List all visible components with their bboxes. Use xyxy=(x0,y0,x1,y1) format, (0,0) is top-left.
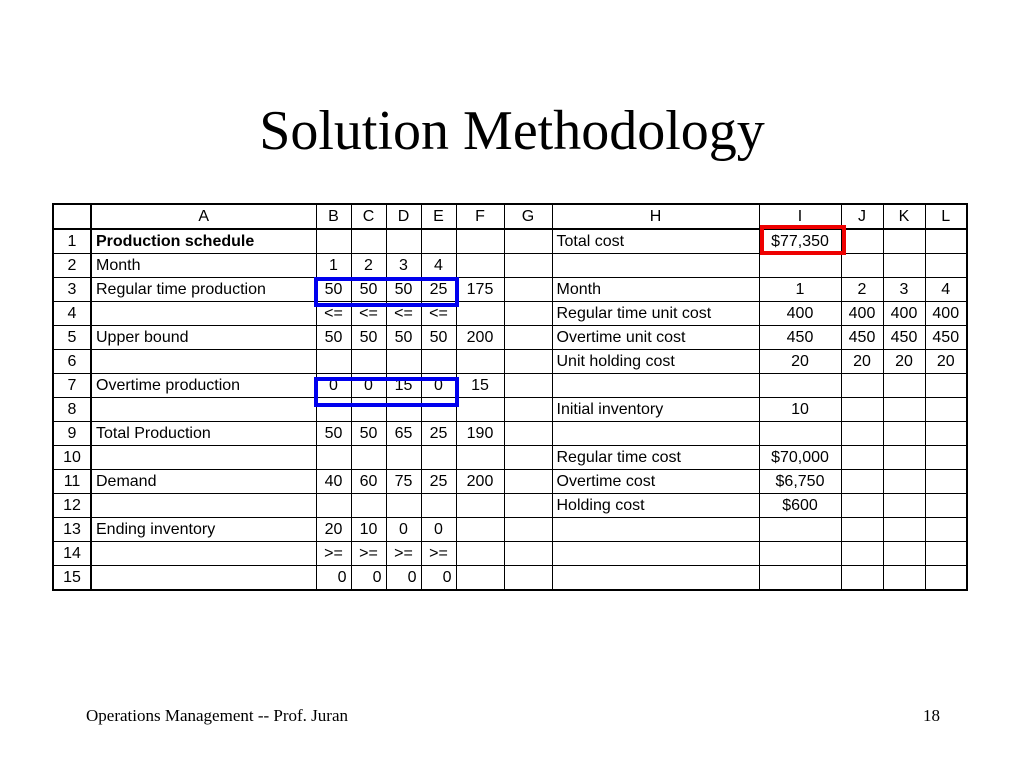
corner-cell xyxy=(53,204,91,229)
column-header-c: C xyxy=(351,204,386,229)
cell-k15[interactable] xyxy=(883,566,925,591)
column-header-l: L xyxy=(925,204,967,229)
spreadsheet-table xyxy=(52,203,968,591)
cell-g6[interactable] xyxy=(504,350,552,374)
cell-a15[interactable] xyxy=(91,566,316,591)
cell-k5[interactable]: 450 xyxy=(883,326,925,350)
sheet-row xyxy=(53,518,967,542)
cell-b4[interactable]: <= xyxy=(316,302,351,326)
cell-d3[interactable]: 50 xyxy=(386,278,421,302)
cell-f13[interactable] xyxy=(456,518,504,542)
cell-i6[interactable]: 20 xyxy=(759,350,841,374)
cell-b13[interactable]: 20 xyxy=(316,518,351,542)
cell-k11[interactable] xyxy=(883,470,925,494)
cell-h4[interactable]: Regular time unit cost xyxy=(552,302,759,326)
cell-f4[interactable] xyxy=(456,302,504,326)
cell-i14[interactable] xyxy=(759,542,841,566)
cell-d7[interactable]: 15 xyxy=(386,374,421,398)
cell-h8[interactable]: Initial inventory xyxy=(552,398,759,422)
cell-l15[interactable] xyxy=(925,566,967,591)
cell-k12[interactable] xyxy=(883,494,925,518)
cell-g5[interactable] xyxy=(504,326,552,350)
cell-f1[interactable] xyxy=(456,229,504,254)
row-number: 8 xyxy=(53,398,91,422)
cell-d12[interactable] xyxy=(386,494,421,518)
cell-g4[interactable] xyxy=(504,302,552,326)
cell-f2[interactable] xyxy=(456,254,504,278)
cell-k13[interactable] xyxy=(883,518,925,542)
cell-j8[interactable] xyxy=(841,398,883,422)
sheet-row xyxy=(53,422,967,446)
column-header-f: F xyxy=(456,204,504,229)
row-number: 4 xyxy=(53,302,91,326)
cell-g8[interactable] xyxy=(504,398,552,422)
cell-c5[interactable]: 50 xyxy=(351,326,386,350)
row-number: 12 xyxy=(53,494,91,518)
cell-l1[interactable] xyxy=(925,229,967,254)
cell-a4[interactable] xyxy=(91,302,316,326)
cell-c12[interactable] xyxy=(351,494,386,518)
cell-e10[interactable] xyxy=(421,446,456,470)
cell-j14[interactable] xyxy=(841,542,883,566)
cell-k7[interactable] xyxy=(883,374,925,398)
cell-h3[interactable]: Month xyxy=(552,278,759,302)
cell-b2[interactable]: 1 xyxy=(316,254,351,278)
cell-j12[interactable] xyxy=(841,494,883,518)
cell-i13[interactable] xyxy=(759,518,841,542)
cell-g10[interactable] xyxy=(504,446,552,470)
cell-i1[interactable]: $77,350 xyxy=(759,229,841,254)
sheet-row xyxy=(53,398,967,422)
cell-h1[interactable]: Total cost xyxy=(552,229,759,254)
cell-k1[interactable] xyxy=(883,229,925,254)
cell-c4[interactable]: <= xyxy=(351,302,386,326)
cell-a6[interactable] xyxy=(91,350,316,374)
cell-f3[interactable]: 175 xyxy=(456,278,504,302)
footer-course: Operations Management -- Prof. Juran xyxy=(86,706,349,725)
cell-i7[interactable] xyxy=(759,374,841,398)
cell-h7[interactable] xyxy=(552,374,759,398)
cell-d15[interactable]: 0 xyxy=(386,566,421,591)
sheet-row xyxy=(53,470,967,494)
cell-j11[interactable] xyxy=(841,470,883,494)
cell-b3[interactable]: 50 xyxy=(316,278,351,302)
cell-l8[interactable] xyxy=(925,398,967,422)
slide-title: Solution Methodology xyxy=(259,100,765,162)
cell-i9[interactable] xyxy=(759,422,841,446)
cell-j5[interactable]: 450 xyxy=(841,326,883,350)
cell-g13[interactable] xyxy=(504,518,552,542)
cell-c10[interactable] xyxy=(351,446,386,470)
cell-j7[interactable] xyxy=(841,374,883,398)
cell-j6[interactable]: 20 xyxy=(841,350,883,374)
row-number: 14 xyxy=(53,542,91,566)
cell-i2[interactable] xyxy=(759,254,841,278)
cell-d8[interactable] xyxy=(386,398,421,422)
cell-e11[interactable]: 25 xyxy=(421,470,456,494)
cell-e12[interactable] xyxy=(421,494,456,518)
row-number: 13 xyxy=(53,518,91,542)
column-header-d: D xyxy=(386,204,421,229)
cell-l13[interactable] xyxy=(925,518,967,542)
cell-j3[interactable]: 2 xyxy=(841,278,883,302)
cell-d4[interactable]: <= xyxy=(386,302,421,326)
row-number: 10 xyxy=(53,446,91,470)
cell-c15[interactable]: 0 xyxy=(351,566,386,591)
cell-i12[interactable]: $600 xyxy=(759,494,841,518)
cell-a12[interactable] xyxy=(91,494,316,518)
cell-g2[interactable] xyxy=(504,254,552,278)
cell-f6[interactable] xyxy=(456,350,504,374)
sheet-row xyxy=(53,446,967,470)
spreadsheet xyxy=(52,203,968,591)
cell-l12[interactable] xyxy=(925,494,967,518)
cell-c8[interactable] xyxy=(351,398,386,422)
row-number: 15 xyxy=(53,566,91,591)
cell-h6[interactable]: Unit holding cost xyxy=(552,350,759,374)
cell-a2[interactable]: Month xyxy=(91,254,316,278)
cell-k3[interactable]: 3 xyxy=(883,278,925,302)
cell-l10[interactable] xyxy=(925,446,967,470)
sheet-row xyxy=(53,494,967,518)
cell-e9[interactable]: 25 xyxy=(421,422,456,446)
column-header-e: E xyxy=(421,204,456,229)
cell-e14[interactable]: >= xyxy=(421,542,456,566)
cell-c6[interactable] xyxy=(351,350,386,374)
cell-a8[interactable] xyxy=(91,398,316,422)
column-header-j: J xyxy=(841,204,883,229)
row-number: 9 xyxy=(53,422,91,446)
cell-c7[interactable]: 0 xyxy=(351,374,386,398)
column-header-g: G xyxy=(504,204,552,229)
cell-b6[interactable] xyxy=(316,350,351,374)
cell-a9[interactable]: Total Production xyxy=(91,422,316,446)
cell-d2[interactable]: 3 xyxy=(386,254,421,278)
cell-l4[interactable]: 400 xyxy=(925,302,967,326)
cell-h5[interactable]: Overtime unit cost xyxy=(552,326,759,350)
cell-i11[interactable]: $6,750 xyxy=(759,470,841,494)
cell-h10[interactable]: Regular time cost xyxy=(552,446,759,470)
cell-j2[interactable] xyxy=(841,254,883,278)
cell-l3[interactable]: 4 xyxy=(925,278,967,302)
row-number: 1 xyxy=(53,229,91,254)
footer-page-number: 18 xyxy=(923,706,940,725)
row-number: 3 xyxy=(53,278,91,302)
cell-i10[interactable]: $70,000 xyxy=(759,446,841,470)
sheet-row xyxy=(53,350,967,374)
cell-f8[interactable] xyxy=(456,398,504,422)
cell-f14[interactable] xyxy=(456,542,504,566)
cell-f12[interactable] xyxy=(456,494,504,518)
cell-e3[interactable]: 25 xyxy=(421,278,456,302)
cell-i5[interactable]: 450 xyxy=(759,326,841,350)
cell-k4[interactable]: 400 xyxy=(883,302,925,326)
cell-e7[interactable]: 0 xyxy=(421,374,456,398)
row-number: 7 xyxy=(53,374,91,398)
sheet-row xyxy=(53,229,967,254)
cell-c1[interactable] xyxy=(351,229,386,254)
row-number: 6 xyxy=(53,350,91,374)
cell-c11[interactable]: 60 xyxy=(351,470,386,494)
cell-h15[interactable] xyxy=(552,566,759,591)
cell-d6[interactable] xyxy=(386,350,421,374)
cell-b14[interactable]: >= xyxy=(316,542,351,566)
sheet-row xyxy=(53,254,967,278)
cell-b15[interactable]: 0 xyxy=(316,566,351,591)
cell-h9[interactable] xyxy=(552,422,759,446)
row-number: 5 xyxy=(53,326,91,350)
cell-j9[interactable] xyxy=(841,422,883,446)
sheet-row xyxy=(53,326,967,350)
cell-a14[interactable] xyxy=(91,542,316,566)
cell-a11[interactable]: Demand xyxy=(91,470,316,494)
cell-d9[interactable]: 65 xyxy=(386,422,421,446)
row-number: 2 xyxy=(53,254,91,278)
cell-c9[interactable]: 50 xyxy=(351,422,386,446)
cell-e1[interactable] xyxy=(421,229,456,254)
column-header-i: I xyxy=(759,204,841,229)
cell-b8[interactable] xyxy=(316,398,351,422)
cell-c2[interactable]: 2 xyxy=(351,254,386,278)
cell-b1[interactable] xyxy=(316,229,351,254)
cell-a1[interactable]: Production schedule xyxy=(91,229,316,254)
cell-j4[interactable]: 400 xyxy=(841,302,883,326)
cell-g12[interactable] xyxy=(504,494,552,518)
cell-l14[interactable] xyxy=(925,542,967,566)
cell-h11[interactable]: Overtime cost xyxy=(552,470,759,494)
cell-i8[interactable]: 10 xyxy=(759,398,841,422)
cell-h2[interactable] xyxy=(552,254,759,278)
cell-h13[interactable] xyxy=(552,518,759,542)
cell-a5[interactable]: Upper bound xyxy=(91,326,316,350)
cell-e8[interactable] xyxy=(421,398,456,422)
sheet-row xyxy=(53,302,967,326)
sheet-row xyxy=(53,542,967,566)
cell-f11[interactable]: 200 xyxy=(456,470,504,494)
cell-j1[interactable] xyxy=(841,229,883,254)
cell-a7[interactable]: Overtime production xyxy=(91,374,316,398)
cell-i3[interactable]: 1 xyxy=(759,278,841,302)
cell-b12[interactable] xyxy=(316,494,351,518)
cell-a10[interactable] xyxy=(91,446,316,470)
cell-f10[interactable] xyxy=(456,446,504,470)
cell-b5[interactable]: 50 xyxy=(316,326,351,350)
cell-l6[interactable]: 20 xyxy=(925,350,967,374)
cell-d13[interactable]: 0 xyxy=(386,518,421,542)
cell-e2[interactable]: 4 xyxy=(421,254,456,278)
cell-j15[interactable] xyxy=(841,566,883,591)
cell-k6[interactable]: 20 xyxy=(883,350,925,374)
cell-l7[interactable] xyxy=(925,374,967,398)
cell-f7[interactable]: 15 xyxy=(456,374,504,398)
cell-h14[interactable] xyxy=(552,542,759,566)
cell-l2[interactable] xyxy=(925,254,967,278)
cell-i4[interactable]: 400 xyxy=(759,302,841,326)
sheet-row xyxy=(53,278,967,302)
cell-d11[interactable]: 75 xyxy=(386,470,421,494)
cell-e5[interactable]: 50 xyxy=(421,326,456,350)
cell-l9[interactable] xyxy=(925,422,967,446)
cell-e15[interactable]: 0 xyxy=(421,566,456,591)
cell-k2[interactable] xyxy=(883,254,925,278)
cell-e13[interactable]: 0 xyxy=(421,518,456,542)
column-header-row xyxy=(53,204,967,229)
cell-g3[interactable] xyxy=(504,278,552,302)
cell-k9[interactable] xyxy=(883,422,925,446)
cell-c14[interactable]: >= xyxy=(351,542,386,566)
column-header-b: B xyxy=(316,204,351,229)
cell-a13[interactable]: Ending inventory xyxy=(91,518,316,542)
cell-k10[interactable] xyxy=(883,446,925,470)
cell-d1[interactable] xyxy=(386,229,421,254)
cell-g7[interactable] xyxy=(504,374,552,398)
cell-j13[interactable] xyxy=(841,518,883,542)
cell-g11[interactable] xyxy=(504,470,552,494)
cell-d10[interactable] xyxy=(386,446,421,470)
cell-d14[interactable]: >= xyxy=(386,542,421,566)
cell-g15[interactable] xyxy=(504,566,552,591)
cell-g1[interactable] xyxy=(504,229,552,254)
cell-d5[interactable]: 50 xyxy=(386,326,421,350)
cell-h12[interactable]: Holding cost xyxy=(552,494,759,518)
column-header-h: H xyxy=(552,204,759,229)
cell-b7[interactable]: 0 xyxy=(316,374,351,398)
cell-c3[interactable]: 50 xyxy=(351,278,386,302)
cell-k14[interactable] xyxy=(883,542,925,566)
cell-g9[interactable] xyxy=(504,422,552,446)
cell-c13[interactable]: 10 xyxy=(351,518,386,542)
row-number: 11 xyxy=(53,470,91,494)
cell-e6[interactable] xyxy=(421,350,456,374)
column-header-a: A xyxy=(91,204,316,229)
cell-k8[interactable] xyxy=(883,398,925,422)
cell-b11[interactable]: 40 xyxy=(316,470,351,494)
sheet-row xyxy=(53,566,967,591)
cell-a3[interactable]: Regular time production xyxy=(91,278,316,302)
cell-e4[interactable]: <= xyxy=(421,302,456,326)
cell-b9[interactable]: 50 xyxy=(316,422,351,446)
cell-j10[interactable] xyxy=(841,446,883,470)
cell-f15[interactable] xyxy=(456,566,504,591)
cell-b10[interactable] xyxy=(316,446,351,470)
cell-l5[interactable]: 450 xyxy=(925,326,967,350)
column-header-k: K xyxy=(883,204,925,229)
cell-f9[interactable]: 190 xyxy=(456,422,504,446)
cell-f5[interactable]: 200 xyxy=(456,326,504,350)
sheet-row xyxy=(53,374,967,398)
cell-l11[interactable] xyxy=(925,470,967,494)
cell-i15[interactable] xyxy=(759,566,841,591)
cell-g14[interactable] xyxy=(504,542,552,566)
